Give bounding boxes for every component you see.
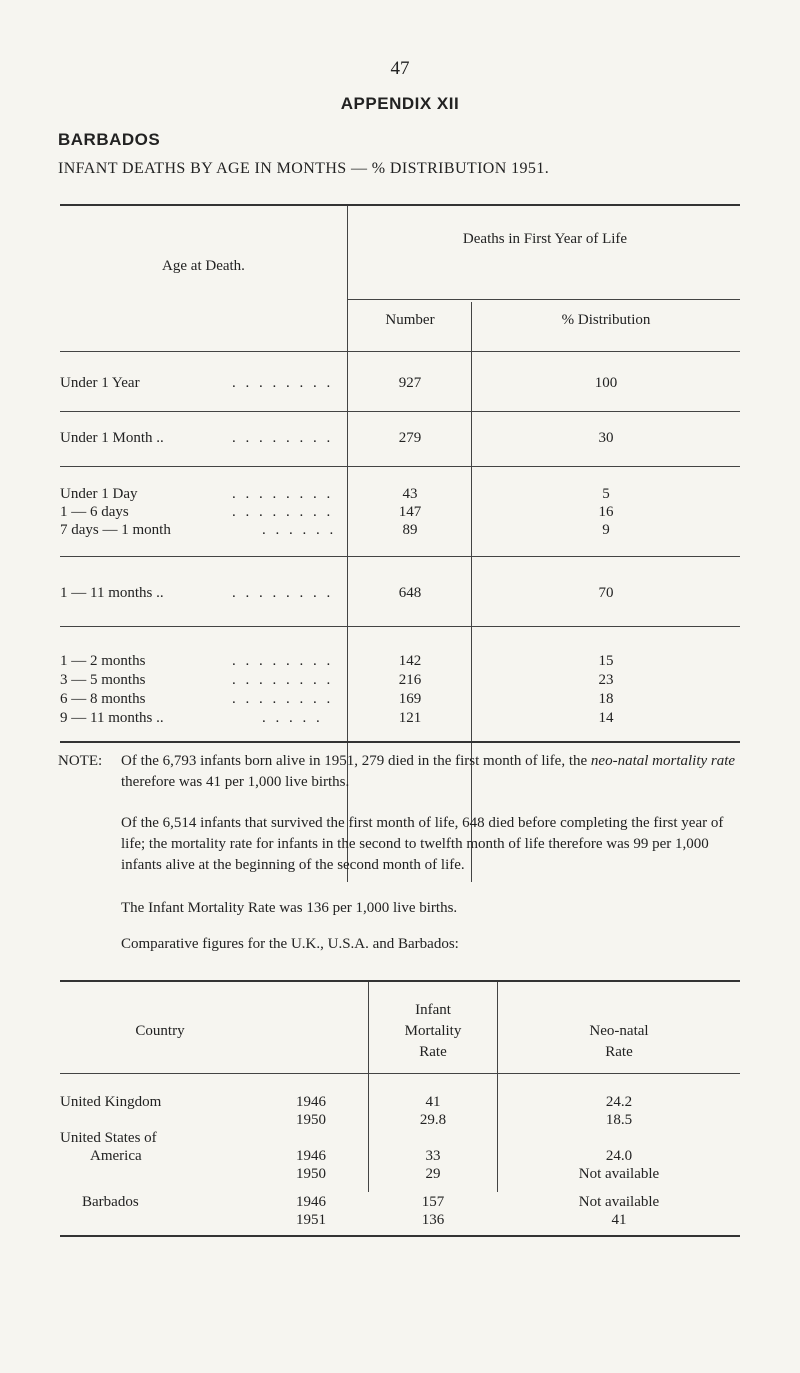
header-number: Number — [385, 312, 435, 328]
table2-top-rule — [60, 980, 740, 982]
leader-dots: . . . . . . . . — [232, 672, 334, 688]
year-cell: 1950 — [296, 1112, 326, 1128]
header-group-rule — [348, 299, 740, 300]
neo-natal-term: neo-natal mortality rate — [590, 753, 736, 769]
country-cell: United Kingdom — [60, 1094, 162, 1110]
note-paragraph-1: Of the 6,793 infants born alive in 1951, 279 died in the first month of life, the neo-natal mortality rate therefore was 41 per 1,000 live births. — [121, 753, 736, 790]
leader-dots: . . . . . — [262, 710, 323, 726]
row-pct: 18 — [598, 691, 614, 707]
row-rule — [60, 411, 740, 412]
header-rule — [60, 351, 740, 352]
header-infant-mortality: Infant — [415, 1002, 451, 1018]
imr-cell: 136 — [421, 1212, 445, 1228]
row-pct: 23 — [598, 672, 614, 688]
header-neo-natal: Rate — [605, 1044, 633, 1060]
row-number: 147 — [398, 504, 422, 520]
row-rule — [60, 626, 740, 627]
row-number: 121 — [398, 710, 422, 726]
row-label: Under 1 Year — [60, 375, 140, 391]
row-rule — [60, 556, 740, 557]
table-title: INFANT DEATHS BY AGE IN MONTHS — % DISTRIBUTION 1951. — [58, 160, 550, 177]
row-label: 1 — 11 months .. — [60, 585, 164, 601]
row-label: 6 — 8 months — [60, 691, 146, 707]
row-pct: 5 — [602, 486, 610, 502]
row-number: 169 — [398, 691, 422, 707]
table1-bottom-rule — [60, 741, 740, 743]
neo-natal-cell: Not available — [578, 1194, 660, 1210]
appendix-title: APPENDIX XII — [340, 94, 460, 113]
row-pct: 16 — [598, 504, 614, 520]
country-cell: America — [90, 1148, 142, 1164]
note-paragraph-4: Comparative figures for the U.K., U.S.A. and Barbados: — [121, 936, 459, 952]
row-pct: 70 — [598, 585, 614, 601]
imr-cell: 29 — [425, 1166, 441, 1182]
row-number: 648 — [398, 585, 422, 601]
row-number: 142 — [398, 653, 422, 669]
imr-cell: 157 — [421, 1194, 445, 1210]
row-label: Under 1 Day — [60, 486, 138, 502]
neo-natal-cell: 24.2 — [605, 1094, 633, 1110]
row-pct: 100 — [594, 375, 618, 391]
imr-cell: 33 — [425, 1148, 441, 1164]
neo-natal-cell: 18.5 — [605, 1112, 633, 1128]
neo-natal-cell: 24.0 — [605, 1148, 633, 1164]
row-number: 43 — [402, 486, 418, 502]
row-pct: 9 — [602, 522, 610, 538]
year-cell: 1950 — [296, 1166, 326, 1182]
header-infant-mortality: Mortality — [404, 1023, 462, 1039]
row-number: 216 — [398, 672, 422, 688]
row-label: 7 days — 1 month — [60, 522, 171, 538]
row-pct: 30 — [598, 430, 614, 446]
row-label: 3 — 5 months — [60, 672, 146, 688]
imr-cell: 41 — [425, 1094, 441, 1110]
leader-dots: . . . . . . . . — [232, 486, 334, 502]
row-label: Under 1 Month .. — [60, 430, 164, 446]
imr-cell: 29.8 — [419, 1112, 447, 1128]
neo-natal-cell: 41 — [611, 1212, 627, 1228]
table2-vrule-1 — [368, 982, 369, 1192]
leader-dots: . . . . . . — [262, 522, 337, 538]
header-infant-mortality: Rate — [419, 1044, 447, 1060]
country-title: BARBADOS — [58, 130, 161, 149]
row-rule — [60, 466, 740, 467]
note-paragraph-3: The Infant Mortality Rate was 136 per 1,000 live births. — [121, 900, 458, 916]
year-cell: 1946 — [296, 1094, 326, 1110]
row-number: 927 — [398, 375, 422, 391]
country-cell: United States of — [60, 1130, 157, 1146]
row-pct: 15 — [598, 653, 614, 669]
header-deaths-first-year: Deaths in First Year of Life — [462, 231, 628, 247]
neo-natal-cell: Not available — [578, 1166, 660, 1182]
table2-bottom-rule — [60, 1235, 740, 1237]
leader-dots: . . . . . . . . — [232, 375, 334, 391]
table2-header-rule — [60, 1073, 740, 1074]
leader-dots: . . . . . . . . — [232, 430, 334, 446]
row-label: 9 — 11 months .. — [60, 710, 164, 726]
leader-dots: . . . . . . . . — [232, 585, 334, 601]
header-country: Country — [135, 1023, 185, 1039]
year-cell: 1946 — [296, 1148, 326, 1164]
year-cell: 1946 — [296, 1194, 326, 1210]
page-number: 47 — [390, 58, 410, 79]
header-pct-distribution: % Distribution — [561, 312, 651, 328]
leader-dots: . . . . . . . . — [232, 653, 334, 669]
leader-dots: . . . . . . . . — [232, 691, 334, 707]
table1-top-rule — [60, 204, 740, 206]
country-cell: Barbados — [82, 1194, 139, 1210]
note-paragraph-2: Of the 6,514 infants that survived the first month of life, 648 died before completing the first year of life; the mortality rate for infants in the second to twelfth month of life therefore was 99 per 1,000 infants alive at the beginning of the second month of life. — [121, 815, 724, 873]
row-label: 1 — 6 days — [60, 504, 129, 520]
row-pct: 14 — [598, 710, 614, 726]
row-number: 89 — [402, 522, 418, 538]
row-label: 1 — 2 months — [60, 653, 146, 669]
note-label: NOTE: — [58, 753, 103, 769]
row-number: 279 — [398, 430, 422, 446]
year-cell: 1951 — [296, 1212, 326, 1228]
leader-dots: . . . . . . . . — [232, 504, 334, 520]
header-neo-natal: Neo-natal — [589, 1023, 649, 1039]
header-age-at-death: Age at Death. — [162, 258, 245, 274]
